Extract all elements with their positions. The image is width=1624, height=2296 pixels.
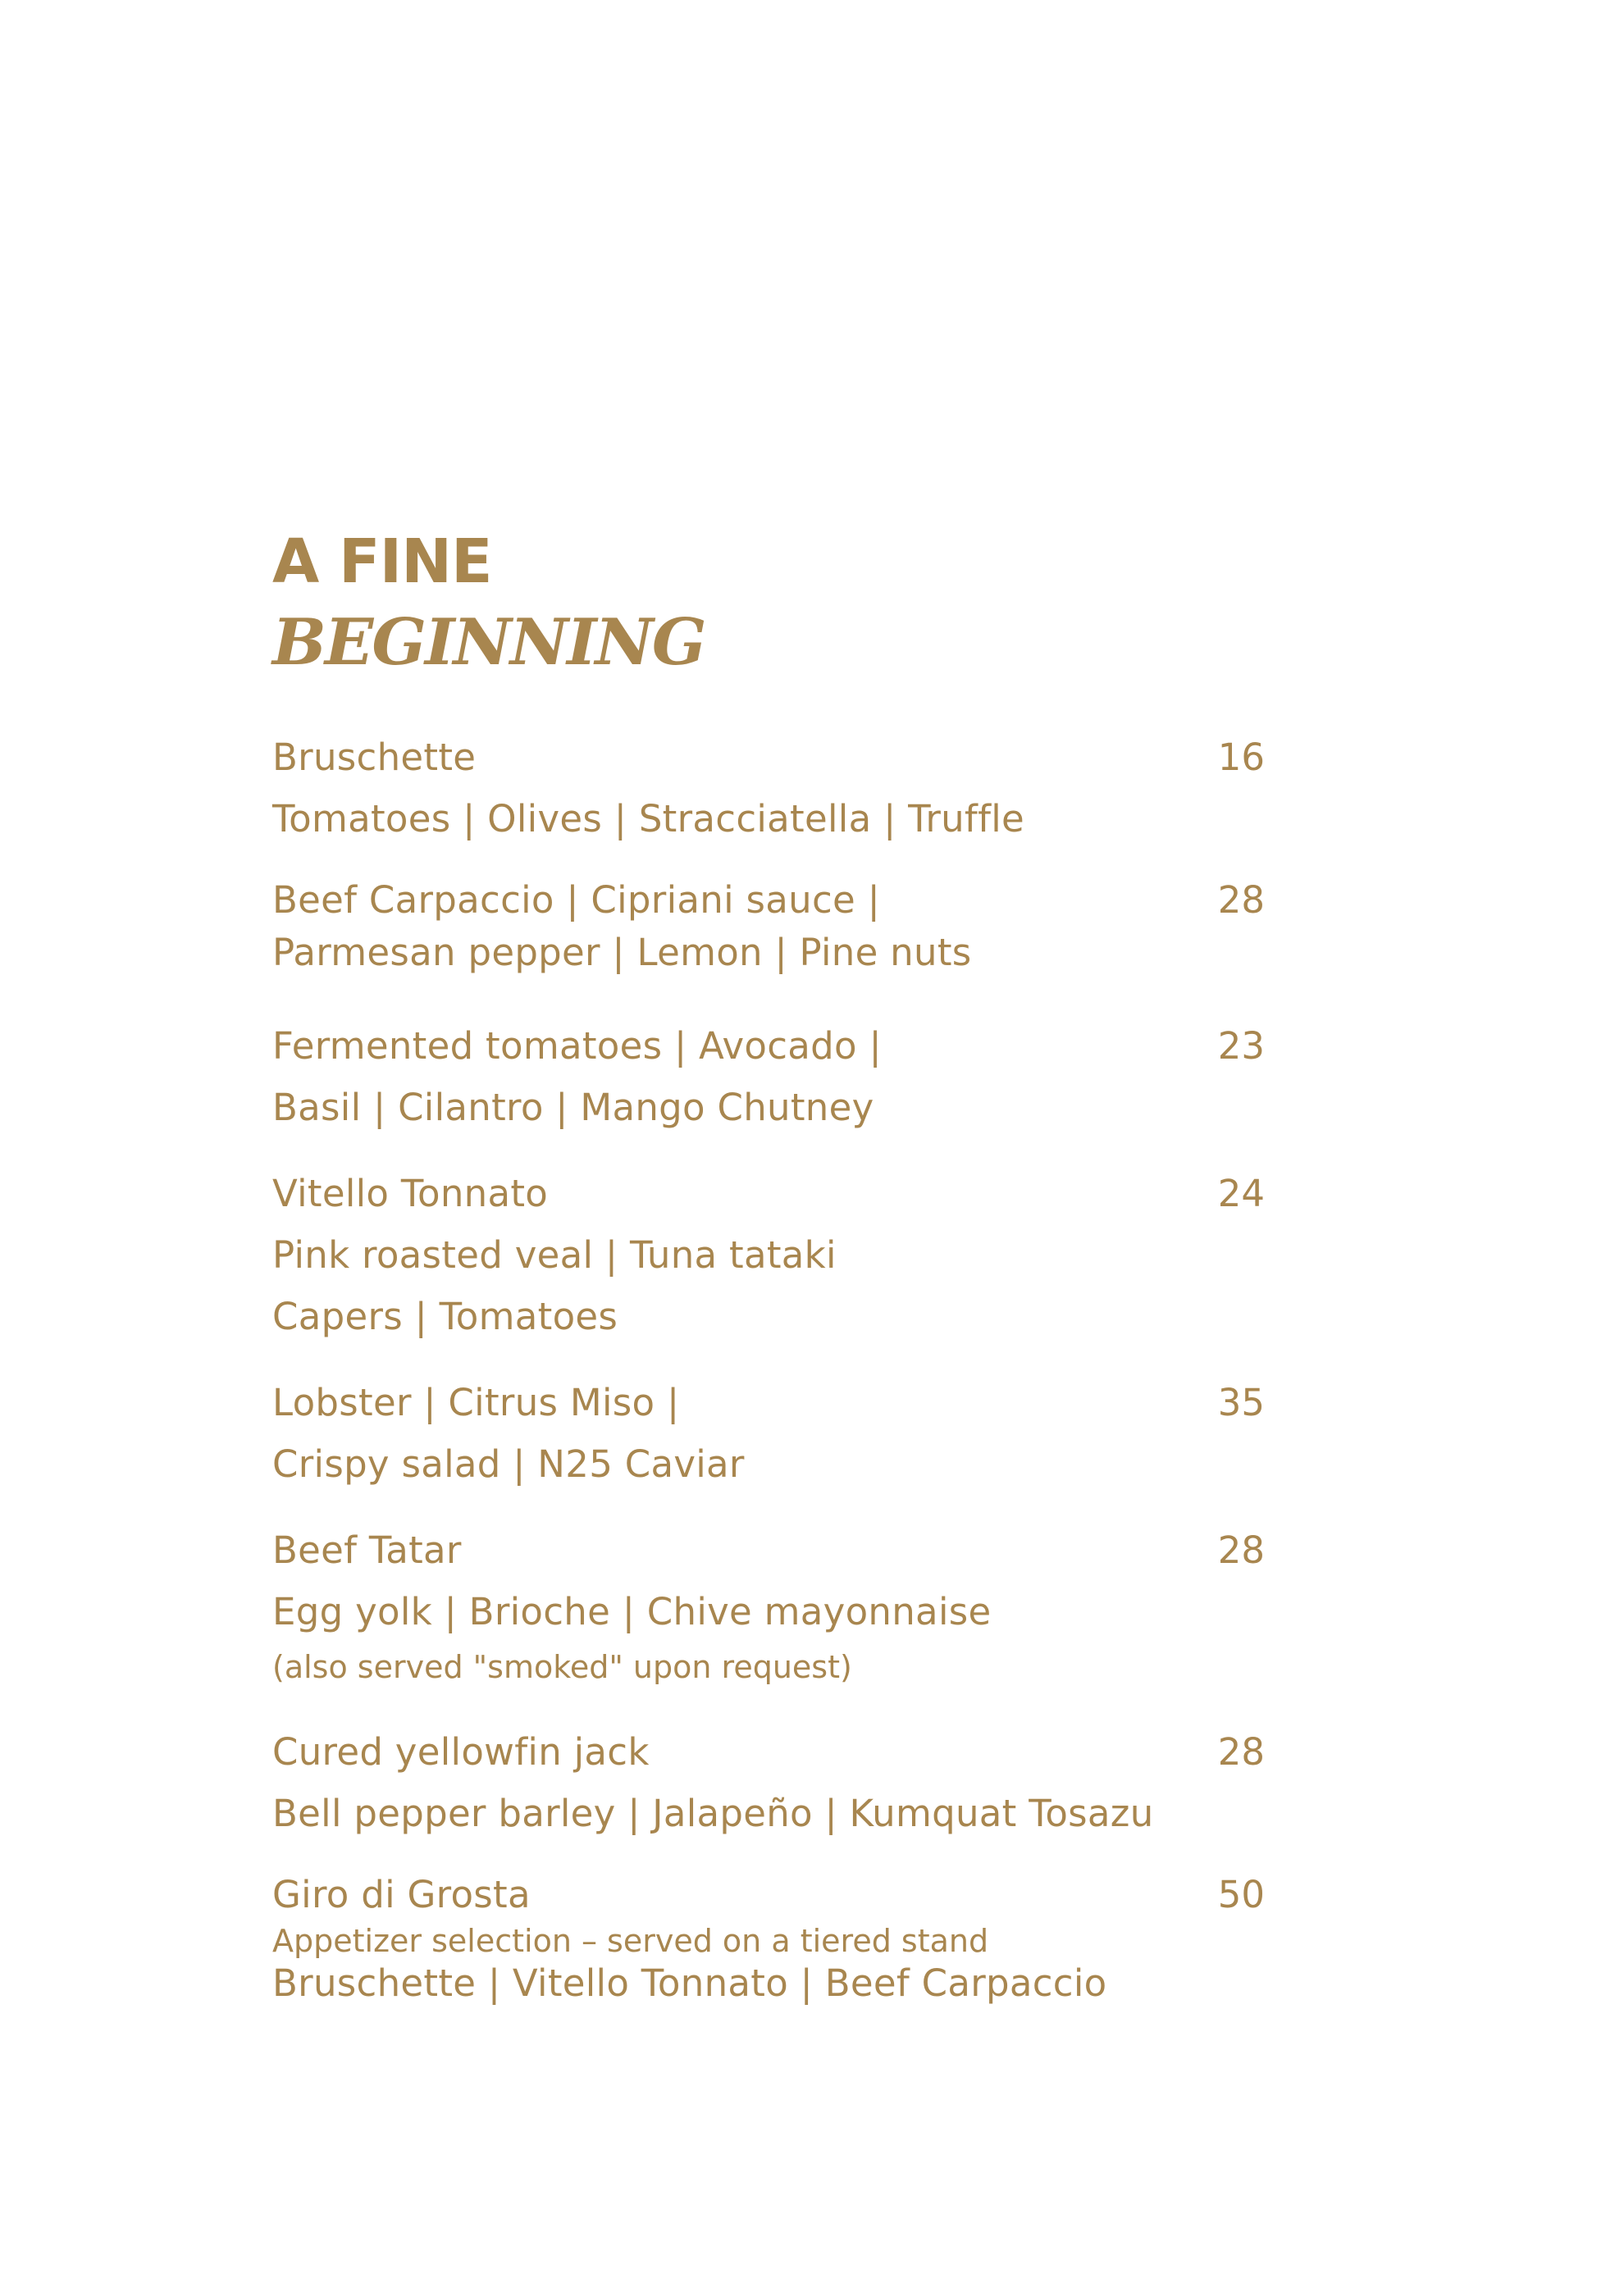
section-title: A FINE — [272, 526, 492, 597]
item-name: Giro di Grosta — [272, 1873, 531, 1916]
menu-items-list — [272, 727, 1265, 2007]
item-name: Bruschette — [272, 736, 477, 779]
item-note: (also served "smoked" upon request) — [272, 1649, 852, 1685]
item-price: 50 — [1217, 1873, 1265, 1916]
item-description: Parmesan pepper | Lemon | Pine nuts — [272, 931, 972, 974]
item-name: Vitello Tonnato — [272, 1172, 549, 1215]
menu-item-vitello-tonnato — [272, 1163, 1265, 1347]
menu-item-lobster — [272, 1372, 1265, 1495]
item-description: Bell pepper barley | Jalapeño | Kumquat Tosazu — [272, 1792, 1154, 1835]
menu-item-giro-di-grosta — [272, 1869, 1265, 2007]
item-price: 24 — [1217, 1172, 1265, 1215]
item-price: 28 — [1217, 1528, 1265, 1572]
item-price: 23 — [1217, 1024, 1265, 1068]
item-description: Basil | Cilantro | Mango Chutney — [272, 1086, 874, 1129]
item-name: Beef Tatar — [272, 1528, 462, 1572]
item-description: Bruschette | Vitello Tonnato | Beef Carpaccio — [272, 1961, 1107, 2005]
item-name: Lobster | Citrus Miso | — [272, 1381, 680, 1424]
item-description: Capers | Tomatoes — [272, 1295, 618, 1338]
item-price: 28 — [1217, 878, 1265, 922]
item-price: 35 — [1217, 1381, 1265, 1424]
item-name: Beef Carpaccio | Cipriani sauce | — [272, 878, 881, 922]
menu-item-beef-carpaccio — [272, 874, 1265, 979]
menu-item-fermented-tomatoes — [272, 1015, 1265, 1138]
menu-item-cured-yellowfin-jack — [272, 1721, 1265, 1844]
item-price: 28 — [1217, 1730, 1265, 1774]
menu-item-bruschette — [272, 727, 1265, 850]
menu-page — [272, 525, 1265, 2031]
item-name: Cured yellowfin jack — [272, 1730, 650, 1774]
item-price: 16 — [1217, 736, 1265, 779]
item-description: Tomatoes | Olives | Stracciatella | Truffle — [272, 797, 1025, 840]
item-description: Pink roasted veal | Tuna tataki — [272, 1233, 837, 1277]
item-note: Appetizer selection – served on a tiered stand — [272, 1923, 989, 1959]
item-description: Crispy salad | N25 Caviar — [272, 1442, 745, 1486]
item-description: Egg yolk | Brioche | Chive mayonnaise — [272, 1590, 992, 1633]
menu-item-beef-tatar — [272, 1519, 1265, 1692]
item-name: Fermented tomatoes | Avocado | — [272, 1024, 882, 1068]
section-subtitle: BEGINNING — [272, 605, 705, 680]
